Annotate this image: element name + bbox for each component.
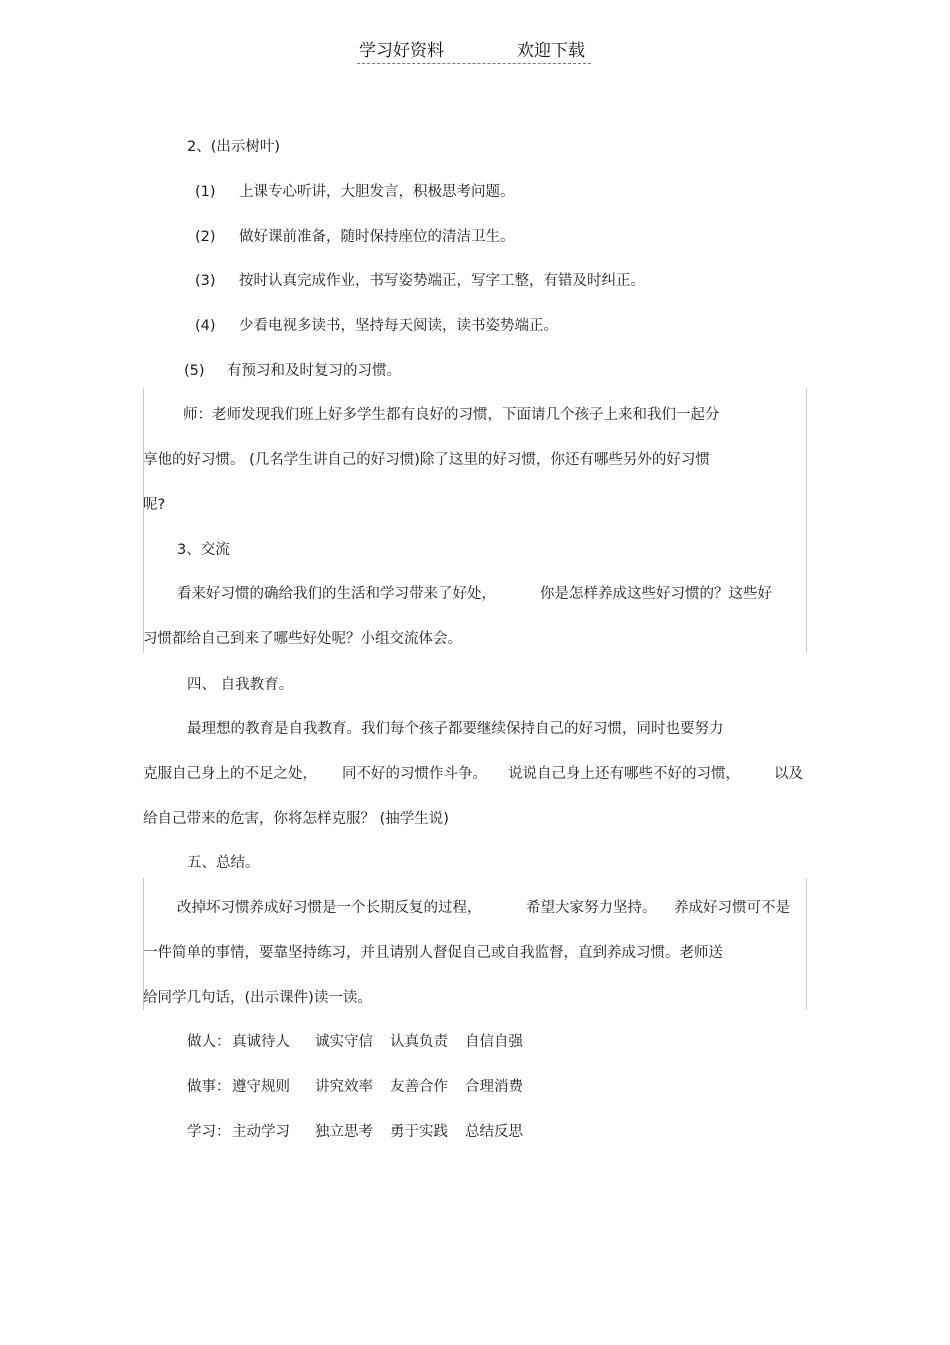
- section-4-title: 四、 自我教育。: [187, 677, 294, 693]
- item-2-text: 做好课前准备，随时保持座位的清洁卫生。: [239, 229, 515, 245]
- section-4-line-1: 最理想的教育是自我教育。我们每个孩子都要继续保持自己的好习惯，同时也要努力: [187, 721, 724, 737]
- section-5-title: 五、总结。: [187, 855, 260, 871]
- section-4-line-2b: 同不好的习惯作斗争。: [342, 766, 487, 782]
- margin-line-left-1: [143, 388, 144, 653]
- header-right-title: 欢迎下载: [517, 41, 585, 61]
- section-3-line-2: 习惯都给自己到来了哪些好处呢？小组交流体会。: [143, 631, 462, 647]
- section-2-title: 2、(出示树叶): [187, 139, 281, 155]
- motto-item: 独立思考: [315, 1124, 373, 1140]
- section-4-line-2d: 以及: [774, 766, 803, 782]
- motto-item: 认真负责: [390, 1034, 448, 1050]
- item-3-number: (3): [195, 273, 216, 289]
- teacher-line-2: 享他的好习惯。 (几名学生讲自己的好习惯)除了这里的好习惯，你还有哪些另外的好习惯: [143, 452, 710, 468]
- section-4-line-3: 给自己带来的危害，你将怎样克服？ (抽学生说): [143, 811, 449, 827]
- motto-item: 主动学习: [232, 1124, 290, 1140]
- section-3-title: 3、交流: [177, 542, 230, 558]
- motto-item: 友善合作: [390, 1079, 448, 1095]
- item-5-number: (5): [184, 363, 205, 379]
- motto-item: 讲究效率: [315, 1079, 373, 1095]
- motto-label: 做事：: [187, 1079, 231, 1095]
- motto-label: 做人：: [187, 1034, 231, 1050]
- item-5-text: 有预习和及时复习的习惯。: [227, 363, 401, 379]
- header-left-title: 学习好资料: [359, 41, 444, 61]
- item-1-text: 上课专心听讲，大胆发言，积极思考问题。: [239, 184, 515, 200]
- teacher-line-1: 师：老师发现我们班上好多学生都有良好的习惯，下面请几个孩子上来和我们一起分: [183, 407, 720, 423]
- section-4-line-2a: 克服自己身上的不足之处，: [143, 766, 317, 782]
- section-5-line-1b: 希望大家努力坚持。: [526, 900, 657, 916]
- section-5-line-3: 给同学几句话，(出示课件)读一读。: [143, 990, 372, 1006]
- item-3-text: 按时认真完成作业，书写姿势端正，写字工整，有错及时纠正。: [239, 273, 645, 289]
- section-5-line-1a: 改掉坏习惯养成好习惯是一个长期反复的过程，: [177, 900, 482, 916]
- section-5-line-2: 一件简单的事情，要靠坚持练习，并且请别人督促自己或自我监督，直到养成习惯。老师送: [143, 945, 723, 961]
- margin-line-right-1: [806, 388, 807, 653]
- section-5-line-1c: 养成好习惯可不是: [674, 900, 790, 916]
- section-3-line-1a: 看来好习惯的确给我们的生活和学习带来了好处，: [177, 586, 496, 602]
- motto-item: 诚实守信: [315, 1034, 373, 1050]
- motto-label: 学习：: [187, 1124, 231, 1140]
- motto-item: 勇于实践: [390, 1124, 448, 1140]
- motto-item: 自信自强: [465, 1034, 523, 1050]
- motto-item: 合理消费: [465, 1079, 523, 1095]
- margin-line-right-2: [806, 878, 807, 1010]
- item-1-number: (1): [195, 184, 216, 200]
- item-2-number: (2): [195, 229, 216, 245]
- section-4-line-2c: 说说自己身上还有哪些不好的习惯，: [508, 766, 740, 782]
- motto-item: 遵守规则: [232, 1079, 290, 1095]
- teacher-line-3: 呢?: [143, 497, 166, 513]
- header-dashed-underline: [357, 63, 591, 64]
- motto-item: 真诚待人: [232, 1034, 290, 1050]
- item-4-text: 少看电视多读书，坚持每天阅读，读书姿势端正。: [239, 318, 558, 334]
- item-4-number: (4): [195, 318, 216, 334]
- motto-item: 总结反思: [465, 1124, 523, 1140]
- section-3-line-1b: 你是怎样养成这些好习惯的？这些好: [540, 586, 772, 602]
